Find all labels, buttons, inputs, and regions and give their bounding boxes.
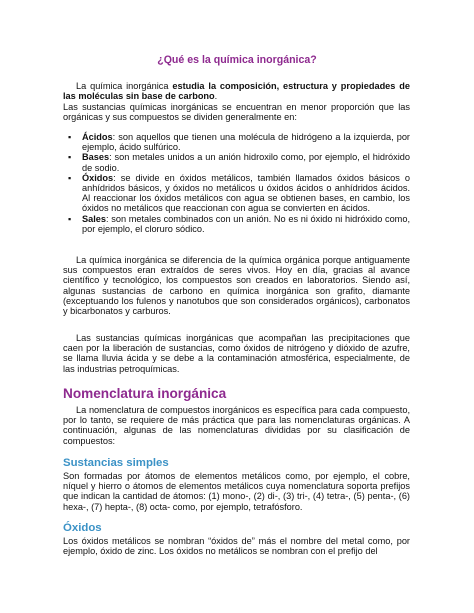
list-item-text: : se divide en óxidos metálicos, también llamados óxidos básicos o anhídridos básicos, y óxidos no metálicos u óxidos ácidos o anhídridos ácidos. Al reaccionar los óxidos metálicos con agua se obtienen bases, en cambio, los óxidos no metálicos que reaccionan con agua se convierten en ácidos. xyxy=(82,172,410,214)
list-item-term: Bases xyxy=(82,152,110,163)
bullet-icon: ▪ xyxy=(68,213,72,224)
bullet-icon: ▪ xyxy=(68,132,72,142)
list-item xyxy=(63,173,410,214)
list-item-text: : son metales unidos a un anión hidroxilo como, por ejemplo, el hidróxido de sodio. xyxy=(82,152,410,173)
page-title: ¿Qué es la química inorgánica? xyxy=(157,54,317,66)
intro-text-start: La química inorgánica xyxy=(76,81,173,91)
section-heading: Nomenclatura inorgánica xyxy=(63,386,227,401)
list-item-text: : son metales combinados con un anión. No es ni óxido ni hidróxido como, por ejemplo, el cloruro sódico. xyxy=(82,213,410,234)
intro-paragraph xyxy=(63,81,410,101)
list-item xyxy=(63,214,410,234)
acid-rain-paragraph: Las sustancias químicas inorgánicas que acompañan las precipitaciones que caen por la liberación de sustancias, como óxidos de nitrógeno y dióxido de azufre, se llama lluvia ácida y se debe a la contaminación atmosférica, especialmente, de las industrias petroquímicas. xyxy=(63,333,410,374)
section-paragraph: La nomenclatura de compuestos inorgánicos es específica para cada compuesto, por lo tanto, se requiere de más práctica que para las nomenclaturas orgánicas. A continuación, algunas de las nomenclaturas divididas por su clasificación de compuestos: xyxy=(63,405,410,446)
history-paragraph: La química inorgánica se diferencia de la química orgánica porque antiguamente sus compuestos eran extraídos de seres vivos. Hoy en día, gracias al avance científico y tecnológico, los compuestos son creados en laboratorios. Siendo así, algunas sustancias de carbono en química inorgánica son grafito, diamante (exceptuando los fulenos y nanotubos que son considerados orgánicos), carbonatos y bicarbonatos y carburos. xyxy=(63,255,410,317)
intro-bold-definition: estudia la composición, estructura y propiedades de las moléculas sin base de carbono xyxy=(63,81,410,102)
bullet-icon: ▪ xyxy=(68,152,72,163)
list-item xyxy=(63,152,410,172)
subsection-heading-oxides: Óxidos xyxy=(63,522,102,534)
compound-list xyxy=(63,132,410,234)
bullet-icon: ▪ xyxy=(68,172,72,183)
list-item-term: Óxidos xyxy=(82,172,114,183)
list-item-term: Sales xyxy=(82,213,107,224)
list-item-term: Ácidos xyxy=(82,132,113,142)
simple-substances-paragraph: Son formadas por átomos de elementos metálicos como, por ejemplo, el cobre, níquel y hierro o átomos de elementos metálicos cuya nomenclatura soporta prefijos que indican la cantidad de átomos: (1) mono-, (2) di-, (3) tri-, (4) tetra-, (5) penta-, (6) hexa-, (7) hepta-, (8) octa- como, por ejemplo, tetrafósforo. xyxy=(63,471,410,512)
list-item-text: : son aquellos que tienen una molécula de hidrógeno a la izquierda, por ejemplo, ácido sulfúrico. xyxy=(82,132,410,153)
subsection-heading-simple-substances: Sustancias simples xyxy=(63,457,169,469)
intro-text-end: . xyxy=(214,91,218,102)
list-item xyxy=(63,132,410,152)
oxides-paragraph: Los óxidos metálicos se nombran “óxidos de” más el nombre del metal como, por ejemplo, óxido de zinc. Los óxidos no metálicos se nombran con el prefijo del xyxy=(63,536,410,557)
intro-paragraph-2: Las sustancias químicas inorgánicas se encuentran en menor proporción que las orgánicas y sus compuestos se dividen generalmente en: xyxy=(63,102,410,123)
